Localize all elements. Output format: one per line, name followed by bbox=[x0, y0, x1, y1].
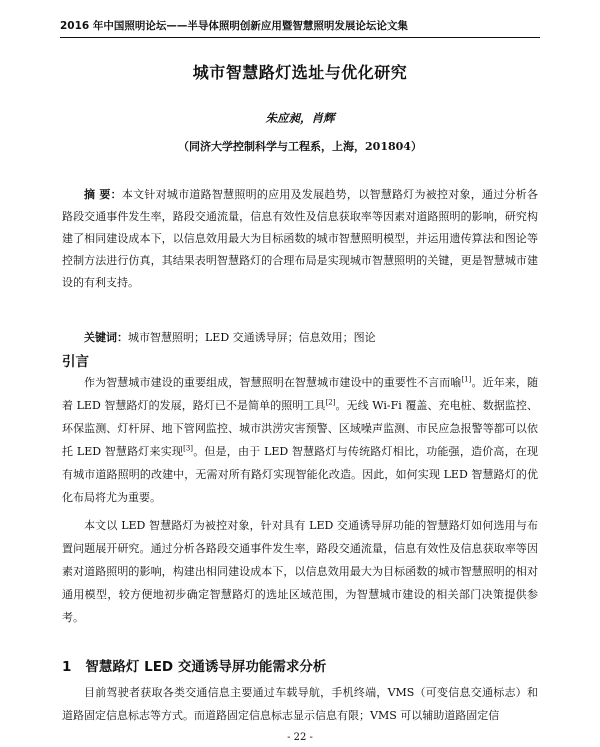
affiliation: （同济大学控制科学与工程系，上海，201804） bbox=[178, 140, 422, 153]
section-1-title: 智慧路灯 LED 交通诱导屏功能需求分析 bbox=[85, 659, 327, 675]
section-1-number: 1 bbox=[62, 659, 72, 675]
abstract bbox=[62, 184, 538, 294]
authors: 朱应昶，肖辉 bbox=[265, 111, 335, 125]
abstract-label: 摘 要： bbox=[84, 188, 122, 201]
running-header: 2016 年中国照明论坛——半导体照明创新应用暨智慧照明发展论坛论文集 bbox=[60, 18, 540, 38]
keywords-label: 关键词： bbox=[84, 331, 128, 344]
intro-p1-part-d: 。但是，由于 LED 智慧路灯与传统路灯相比，功能强，造价高，在现有城市道路照明的改建中，无需对所有路灯实现智能化改造。因此，如何实现 LED 智慧路灯的优化布局将尤为重要。 bbox=[62, 445, 538, 504]
intro-paragraph-2: 本文以 LED 智慧路灯为被控对象，针对具有 LED 交通诱导屏功能的智慧路灯如何选用与布置问题展开研究。通过分析各路段交通事件发生率，路段交通流量，信息有效性及信息获取率等因素对道路照明的影响，构建出相同建设成本下，以信息效用最大为目标函数的城市智慧照明的相对通用模型，较方便地初步确定智慧路灯的选址区域范围，为智慧城市建设的相关部门决策提供参考。 bbox=[62, 519, 538, 624]
abstract-text: 本文针对城市道路智慧照明的应用及发展趋势，以智慧路灯为被控对象，通过分析各路段交通事件发生率，路段交通流量，信息有效性及信息获取率等因素对道路照明的影响，研究构建了相同建设成本下，以信息效用最大为目标函数的城市智慧照明模型，并运用遗传算法和图论等控制方法进行仿真，其结果表明智慧路灯的合理布局是实现城市智慧照明的关键，更是智慧城市建设的有利支持。 bbox=[62, 188, 538, 289]
intro-p1-part-b: 。近年来，随着 LED 智慧路灯的发展，路灯已不是简单的照明工具 bbox=[62, 376, 539, 412]
keywords-text: 城市智慧照明；LED 交通诱导屏；信息效用；图论 bbox=[128, 331, 376, 344]
citation-2: [2] bbox=[325, 398, 336, 407]
paper-title: 城市智慧路灯选址与优化研究 bbox=[192, 63, 408, 82]
intro-p1-part-a: 作为智慧城市建设的重要组成，智慧照明在智慧城市建设中的重要性不言而喻 bbox=[84, 376, 462, 389]
citation-3: [3] bbox=[183, 444, 194, 453]
page-number: - 22 - bbox=[287, 732, 313, 743]
intro-paragraph-1 bbox=[62, 371, 538, 509]
citation-1: [1] bbox=[461, 375, 472, 384]
intro-p1-part-c: 。无线 Wi-Fi 覆盖、充电桩、数据监控、环保监测、灯杆屏、地下管网监控、城市洪涝灾害预警、区域噪声监测、市民应急报警等都可以依托 LED 智慧路灯来实现 bbox=[62, 399, 538, 458]
section-1-paragraph-1: 目前驾驶者获取各类交通信息主要通过车载导航，手机终端，VMS（可变信息交通标志）和道路固定信息标志等方式。而道路固定信息标志显示信息有限；VMS 可以辅助道路固定信 bbox=[62, 686, 538, 722]
section-1-heading bbox=[62, 655, 326, 675]
intro-heading: 引言 bbox=[62, 354, 89, 370]
keywords bbox=[84, 327, 538, 349]
